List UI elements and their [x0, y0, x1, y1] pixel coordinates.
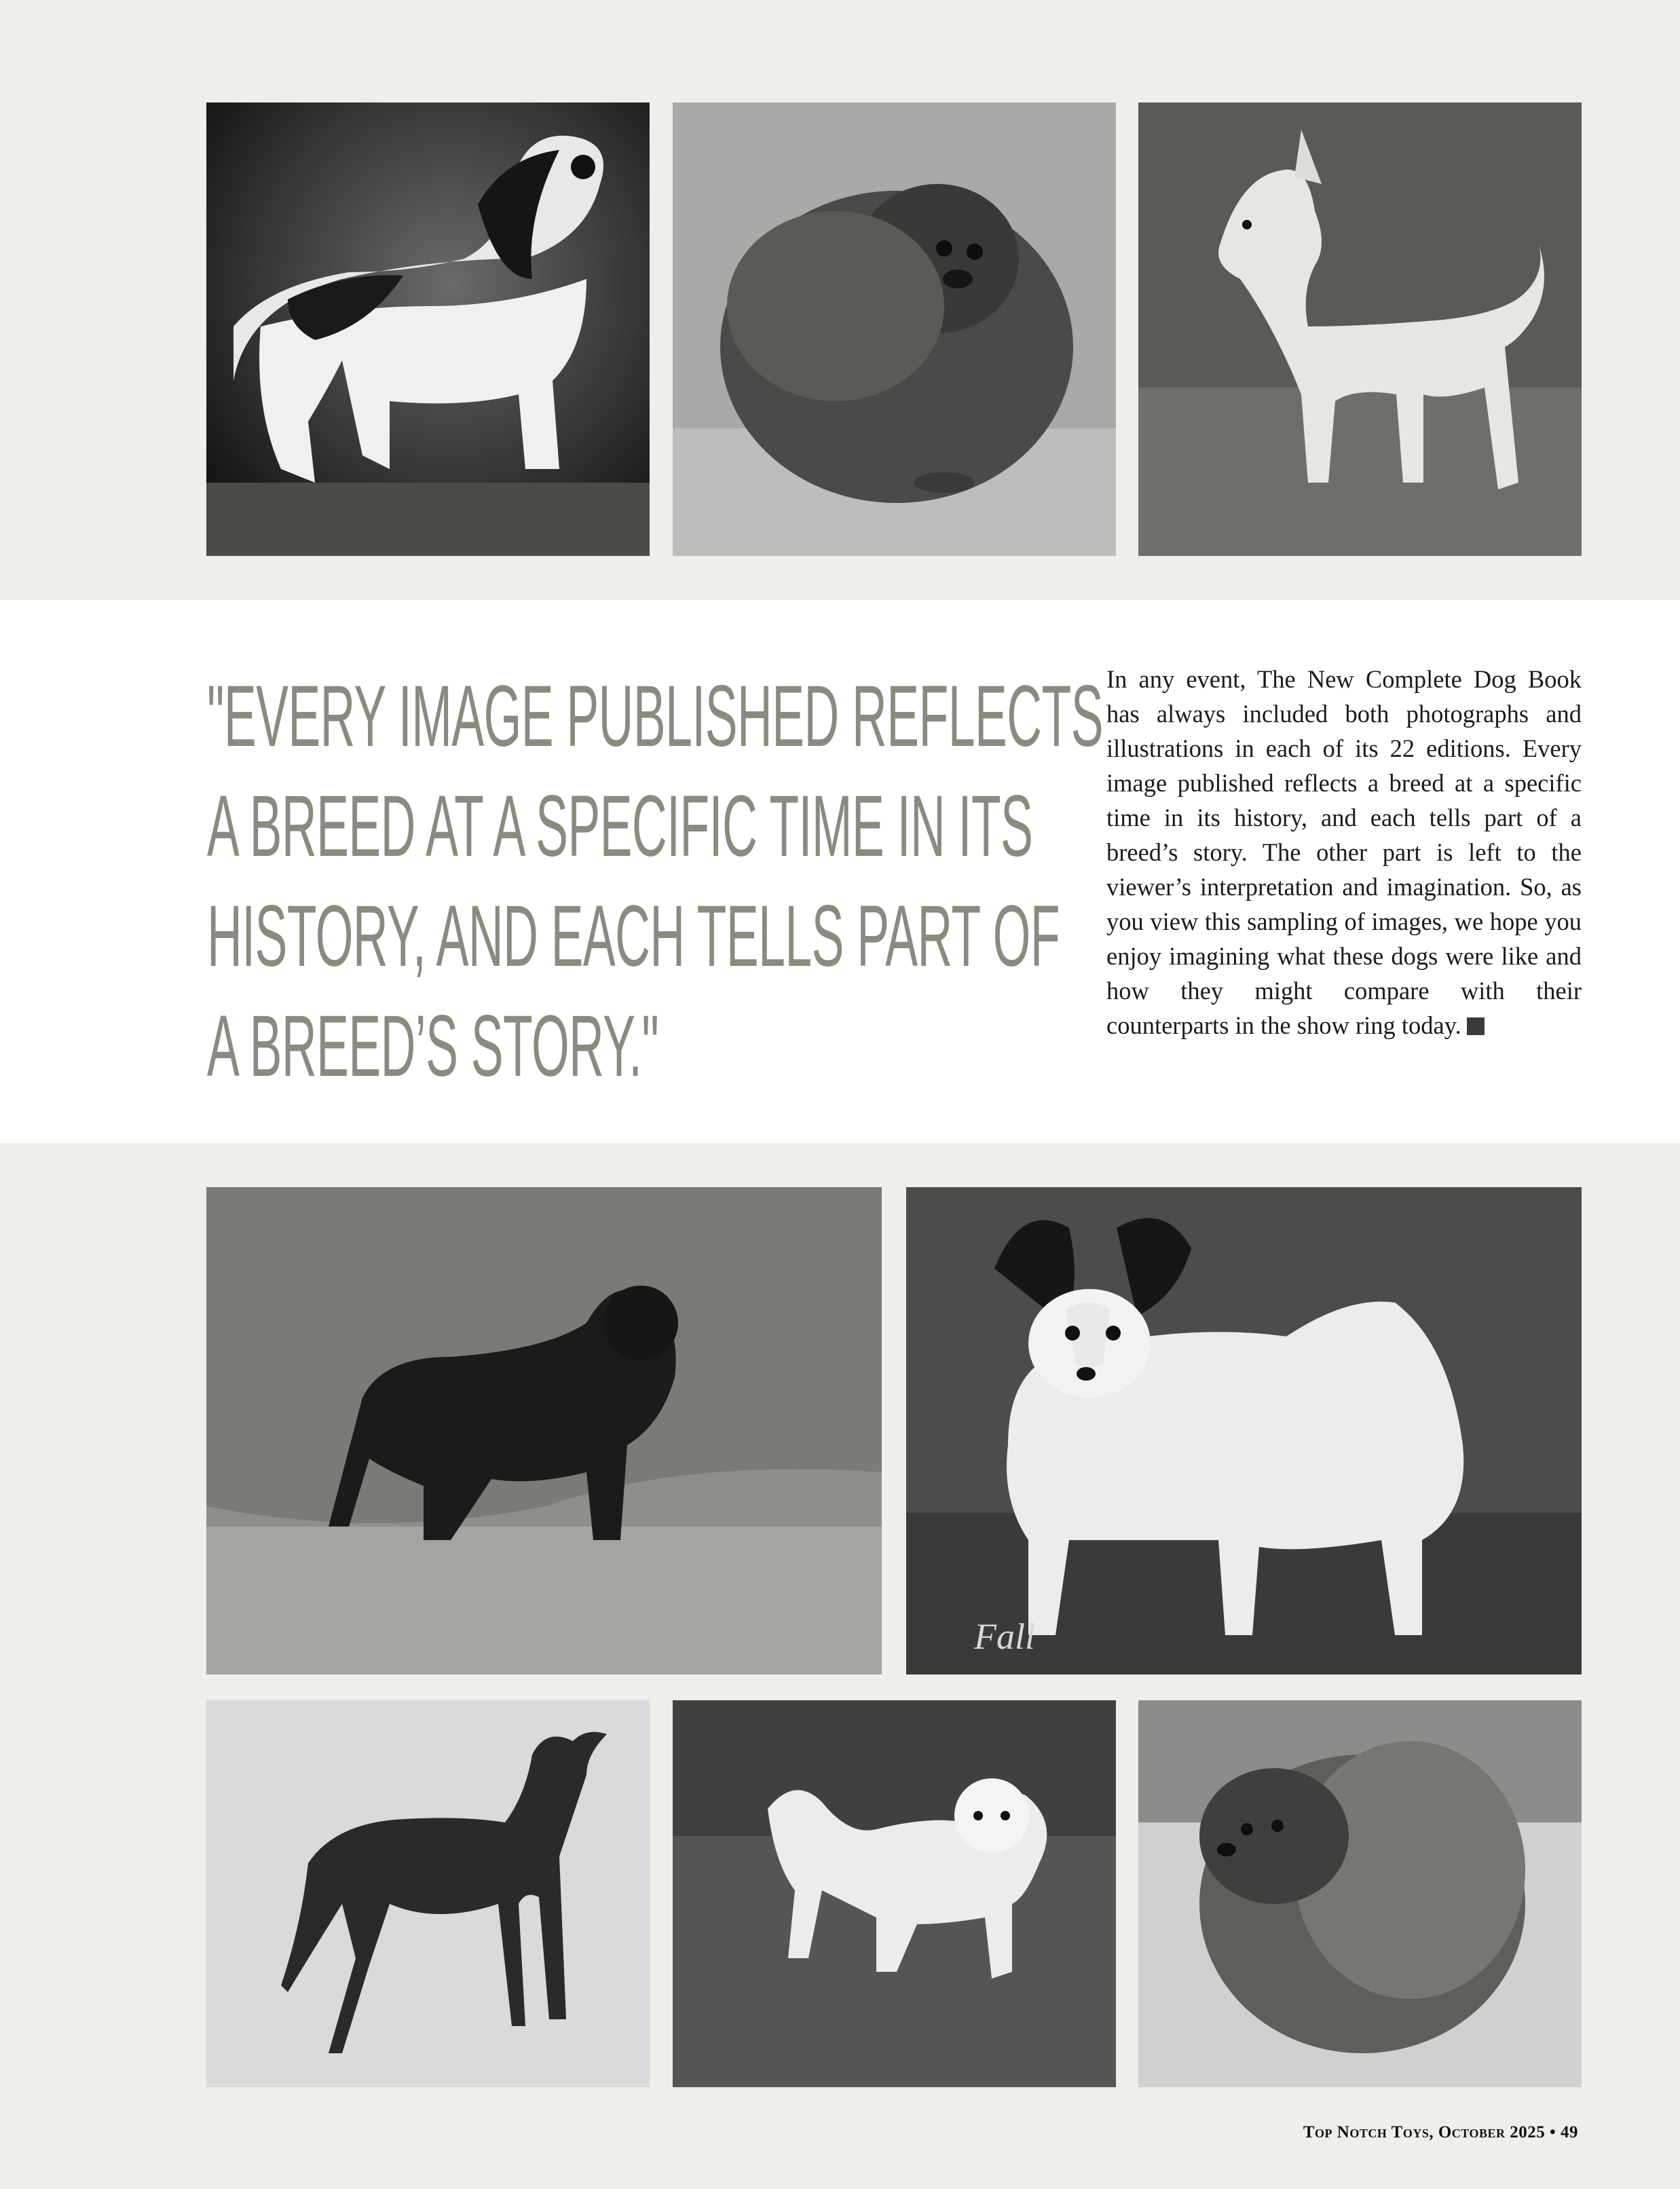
photo-affenpinscher — [206, 1187, 882, 1675]
pull-quote-line: A BREED AT A SPECIFIC TIME IN ITS — [207, 778, 1033, 875]
body-paragraph — [1106, 662, 1582, 1043]
body-paragraph-text: In any event, The New Complete Dog Book has always included both photographs and illustrations in each of its 22 editions. Every image published reflects a breed at a specific time in its history, and each tells part of a breed’s story. The other part is left to the viewer’s interpretation and imagination. So, as you view this sampling of images, we hope you enjoy imagining what these dogs were like and how they might compare with their counterparts in the show ring today. — [1106, 665, 1582, 1039]
photo-pomeranian — [1138, 1700, 1582, 2087]
folio-separator: • — [1545, 2123, 1561, 2141]
photo-english-toy-spaniel — [206, 102, 650, 556]
pull-quote-line: "EVERY IMAGE PUBLISHED REFLECTS — [207, 668, 1103, 765]
photo-italian-greyhound — [206, 1700, 650, 2087]
pull-quote — [207, 662, 1103, 1102]
publication-name: Top Notch Toys — [1303, 2123, 1430, 2141]
pull-quote-line: HISTORY, AND EACH TELLS PART OF — [207, 888, 1060, 985]
photo-pekingese — [673, 102, 1116, 556]
end-mark-icon — [1467, 1017, 1485, 1035]
photo-chihuahua — [1138, 102, 1582, 556]
issue-date: , October 2025 — [1429, 2123, 1546, 2141]
photo-signature: Fall — [974, 1616, 1035, 1657]
photo-toy-poodle — [673, 1700, 1116, 2087]
page-number: 49 — [1561, 2123, 1578, 2141]
photo-papillon — [906, 1187, 1582, 1675]
pull-quote-line: A BREED’S STORY." — [207, 998, 659, 1095]
page-folio — [1303, 2123, 1578, 2142]
